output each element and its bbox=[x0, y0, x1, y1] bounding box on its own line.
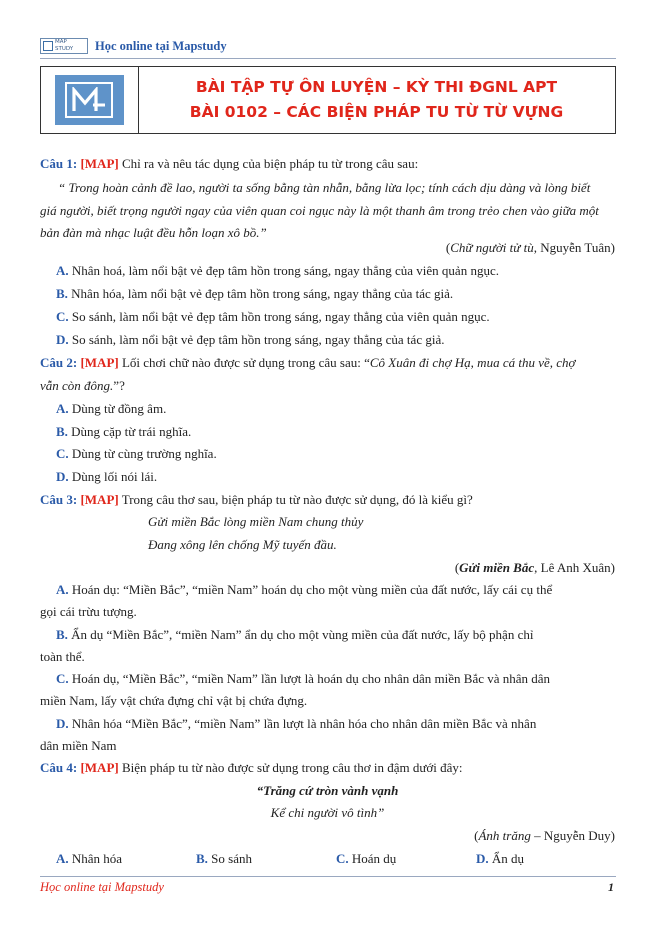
question-2-cont: vẫn còn đông.”? bbox=[40, 378, 125, 393]
doc-title-line1: BÀI TẬP TỰ ÔN LUYỆN – KỲ THI ĐGNL APT bbox=[195, 78, 558, 96]
page-number: 1 bbox=[608, 880, 614, 894]
header-divider bbox=[40, 58, 616, 59]
q1-quote-line1: “ Trong hoàn cảnh đề lao, người ta sống bằng tàn nhẫn, bằng lừa lọc; tính cách dịu dàng và lòng biết bbox=[58, 180, 591, 195]
q3-option-d-cont: dân miền Nam bbox=[40, 738, 117, 753]
q2-option-a[interactable]: A. Dùng từ đồng âm. bbox=[56, 401, 167, 416]
q4-source: (Ánh trăng – Nguyễn Duy) bbox=[474, 828, 615, 843]
q3-option-c[interactable]: C. Hoán dụ, “Miền Bắc”, “miền Nam” lần lượt là hoán dụ cho nhân dân miền Bắc và nhân dân bbox=[56, 671, 551, 686]
footer-divider bbox=[40, 876, 616, 877]
q3-option-b[interactable]: B. Ẩn dụ “Miền Bắc”, “miền Nam” ẩn dụ cho một vùng miền của đất nước, lấy bộ phận chỉ bbox=[56, 627, 534, 642]
q1-quote-line3: bản đàn mà nhạc luật đều hỗn loạn xô bồ.” bbox=[40, 225, 267, 240]
q4-option-a[interactable]: A. Nhân hóa bbox=[56, 851, 123, 866]
logo-text-map: MAP bbox=[55, 39, 67, 45]
q4-option-d[interactable]: D. Ẩn dụ bbox=[476, 851, 525, 866]
q3-option-a[interactable]: A. Hoán dụ: “Miền Bắc”, “miền Nam” hoán dụ cho một vùng miền của đất nước, lấy cái cụ thể bbox=[56, 582, 553, 597]
question-text: Chỉ ra và nêu tác dụng của biện pháp tu từ trong câu sau: bbox=[118, 156, 419, 171]
question-2: Câu 2: [MAP] Lối chơi chữ nào được sử dụng trong câu sau: “Cô Xuân đi chợ Hạ, mua cá thu về, chợ bbox=[40, 355, 576, 370]
q2-option-b[interactable]: B. Dùng cặp từ trái nghĩa. bbox=[56, 424, 192, 439]
title-box bbox=[40, 66, 616, 134]
q1-option-d[interactable]: D. So sánh, làm nổi bật vẻ đẹp tâm hồn trong sáng, ngay thẳng của tác giả. bbox=[56, 332, 445, 347]
q1-option-c[interactable]: C. So sánh, làm nổi bật vẻ đẹp tâm hồn trong sáng, ngay thẳng của viên quản ngục. bbox=[56, 309, 490, 324]
q3-option-c-cont: miền Nam, lấy vật chứa đựng chỉ vật bị chứa đựng. bbox=[40, 693, 308, 708]
mapstudy-logo bbox=[40, 38, 88, 54]
q1-option-b[interactable]: B. Nhân hóa, làm nổi bật vẻ đẹp tâm hồn trong sáng, ngay thẳng của tác giả. bbox=[56, 286, 454, 301]
brand-logo-icon bbox=[55, 75, 124, 125]
q2-option-c[interactable]: C. Dùng từ cùng trường nghĩa. bbox=[56, 446, 217, 461]
question-label: Câu 1: bbox=[40, 156, 78, 171]
q4-verse2: Kể chi người vô tình” bbox=[270, 805, 385, 820]
logo-text-study: STUDY bbox=[55, 46, 74, 52]
q3-option-d[interactable]: D. Nhân hóa “Miền Bắc”, “miền Nam” lần lượt là nhân hóa cho nhân dân miền Bắc và nhân bbox=[56, 716, 537, 731]
q3-verse1: Gửi miền Bắc lòng miền Nam chung thủy bbox=[148, 514, 364, 529]
map-tag: [MAP] bbox=[80, 156, 119, 171]
q4-option-c[interactable]: C. Hoán dụ bbox=[336, 851, 397, 866]
question-1 bbox=[40, 156, 418, 172]
title-logo-cell bbox=[41, 67, 139, 133]
header-title: Học online tại Mapstudy bbox=[95, 39, 227, 53]
q2-option-d[interactable]: D. Dùng lối nói lái. bbox=[56, 469, 158, 484]
doc-title-line2: BÀI 0102 – CÁC BIỆN PHÁP TU TỪ TỪ VỰNG bbox=[189, 103, 564, 121]
q1-source: (Chữ người tử tù, Nguyễn Tuân) bbox=[445, 240, 615, 255]
footer-text: Học online tại Mapstudy bbox=[40, 880, 164, 894]
q3-verse2: Đang xông lên chống Mỹ tuyến đầu. bbox=[148, 537, 337, 552]
q3-source: (Gửi miền Bắc, Lê Anh Xuân) bbox=[454, 560, 615, 575]
q4-option-b[interactable]: B. So sánh bbox=[196, 851, 252, 866]
q1-option-a[interactable]: A. Nhân hoá, làm nổi bật vẻ đẹp tâm hồn trong sáng, ngay thẳng của viên quản ngục. bbox=[56, 263, 499, 278]
q1-quote-line2: giá người, biết trọng người ngay của viên quan coi ngục này là một thanh âm trong trẻo chen vào giữa một bbox=[40, 203, 599, 218]
question-3: Câu 3: [MAP] Trong câu thơ sau, biện pháp tu từ nào được sử dụng, đó là kiểu gì? bbox=[40, 492, 473, 507]
logo-mark-icon bbox=[43, 41, 53, 51]
q3-option-a-cont: gọi cái trừu tượng. bbox=[40, 604, 137, 619]
q3-option-b-cont: toàn thể. bbox=[40, 649, 85, 664]
q4-verse1: “Trăng cứ tròn vành vạnh bbox=[256, 783, 399, 798]
question-4: Câu 4: [MAP] Biện pháp tu từ nào được sử dụng trong câu thơ in đậm dưới đây: bbox=[40, 760, 463, 775]
